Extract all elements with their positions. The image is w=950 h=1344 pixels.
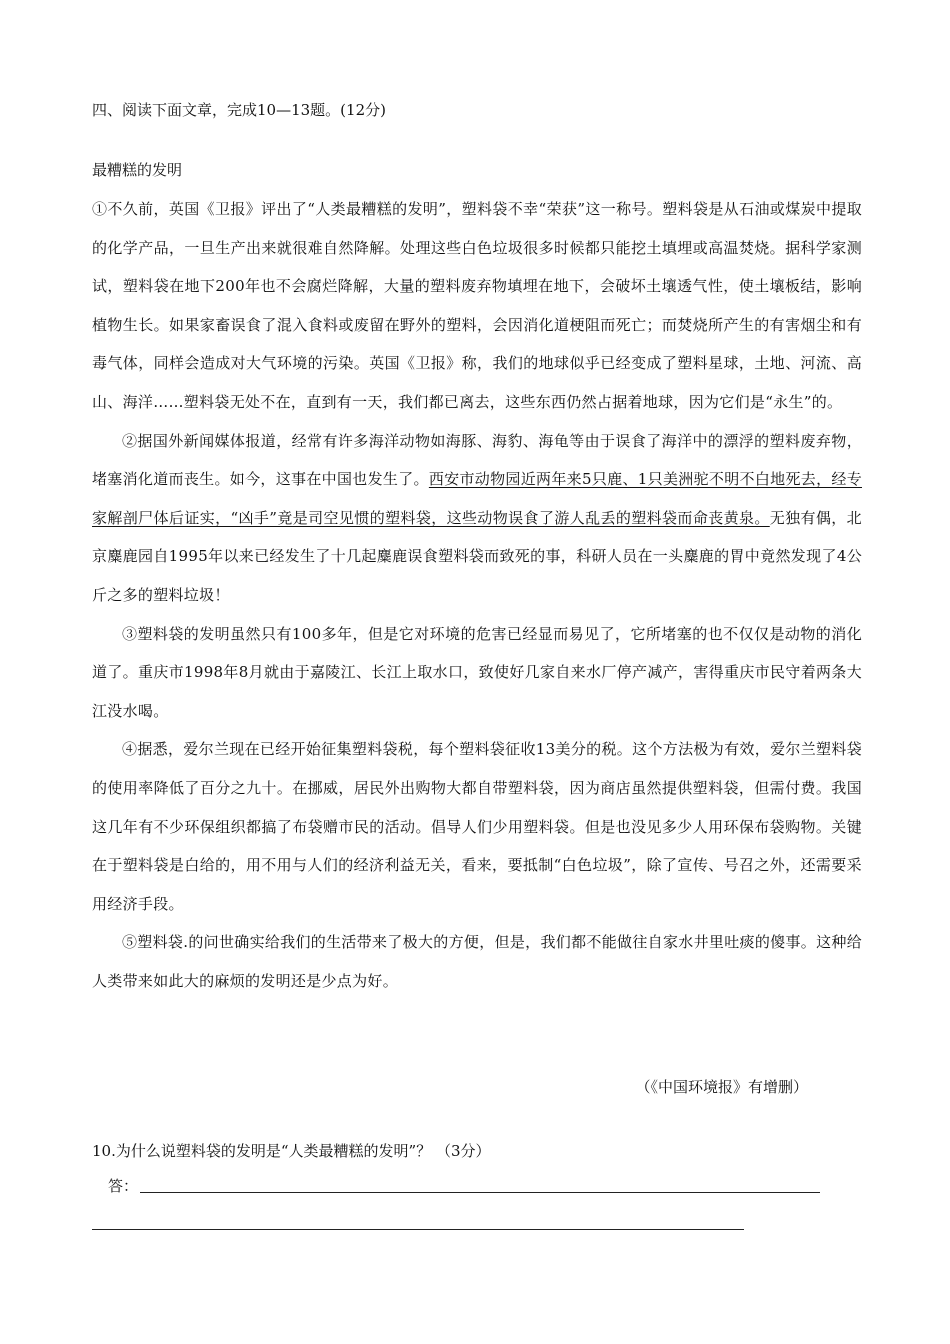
underlined-sentence: 西安市动物园近两年来5只鹿、1只美洲驼不明不白地死去，经专家解剖尸体后证实，“凶手”竟是司空见惯的塑料袋，这些动物误食了游人乱丢的塑料袋而命丧黄泉。 xyxy=(92,470,862,527)
paragraph-4: ④据悉，爱尔兰现在已经开始征集塑料袋税，每个塑料袋征收13美分的税。这个方法极为有效，爱尔兰塑料袋的使用率降低了百分之九十。在挪威，居民外出购物大都自带塑料袋，因为商店虽然提供塑料袋，但需付费。我国这几年有不少环保组织都搞了布袋赠市民的活动。倡导人们少用塑料袋。但是也没见多少人用环保布袋购物。关键在于塑料袋是白给的，用不用与人们的经济利益无关，看来，要抵制“白色垃圾”，除了宣传、号召之外，还需要采用经济手段。 xyxy=(92,740,862,913)
paragraph-2 xyxy=(92,422,862,615)
section-heading: 四、阅读下面文章，完成10—13题。(12分) xyxy=(92,101,386,119)
article-body xyxy=(92,190,862,1000)
answer-row xyxy=(108,1176,820,1196)
question-10: 10.为什么说塑料袋的发明是“人类最糟糕的发明”？ （3分） xyxy=(92,1142,491,1160)
paragraph-3: ③塑料袋的发明虽然只有100多年，但是它对环境的危害已经显而易见了，它所堵塞的也不仅仅是动物的消化道了。重庆市1998年8月就由于嘉陵江、长江上取水口，致使好几家自来水厂停产减产，害得重庆市民守着两条大江没水喝。 xyxy=(92,624,862,720)
article-title: 最糟糕的发明 xyxy=(92,161,183,179)
paragraph-5: ⑤塑料袋.的问世确实给我们的生活带来了极大的方便，但是，我们都不能做往自家水井里吐痰的傻事。这种给人类带来如此大的麻烦的发明还是少点为好。 xyxy=(92,933,862,990)
answer-line-continued[interactable] xyxy=(92,1229,744,1230)
answer-line[interactable] xyxy=(140,1192,820,1193)
answer-label: 答： xyxy=(108,1177,139,1195)
paragraph-2-intro: ②据国外新闻媒体报道，经常有许多海洋动物如海豚、海豹、海龟等由于误食了海洋中的漂浮的塑料废弃物，堵塞消化道而丧生。如今，这事在中国也发生了。 xyxy=(92,431,862,489)
paragraph-2-rest: 无独有偶，北京麋鹿园自1995年以来已经发生了十几起麋鹿误食塑料袋而致死的事，科研人员在一头麋鹿的胃中竟然发现了4公斤之多的塑料垃圾！ xyxy=(92,508,862,604)
paragraph-1: ①不久前，英国《卫报》评出了“人类最糟糕的发明”，塑料袋不幸“荣获”这一称号。塑料袋是从石油或煤炭中提取的化学产品，一旦生产出来就很难自然降解。处理这些白色垃圾很多时候都只能挖土填埋或高温焚烧。据科学家测试，塑料袋在地下200年也不会腐烂降解，大量的塑料废弃物填埋在地下，会破坏土壤透气性，使土壤板结，影响植物生长。如果家畜误食了混入食料或废留在野外的塑料，会因消化道梗阻而死亡；而焚烧所产生的有害烟尘和有毒气体，同样会造成对大气环境的污染。英国《卫报》称，我们的地球似乎已经变成了塑料星球，土地、河流、高山、海洋……塑料袋无处不在，直到有一天，我们都已离去，这些东西仍然占据着地球，因为它们是“永生”的。 xyxy=(92,200,862,411)
article-source: （《中国环境报》有增删） xyxy=(635,1078,808,1096)
